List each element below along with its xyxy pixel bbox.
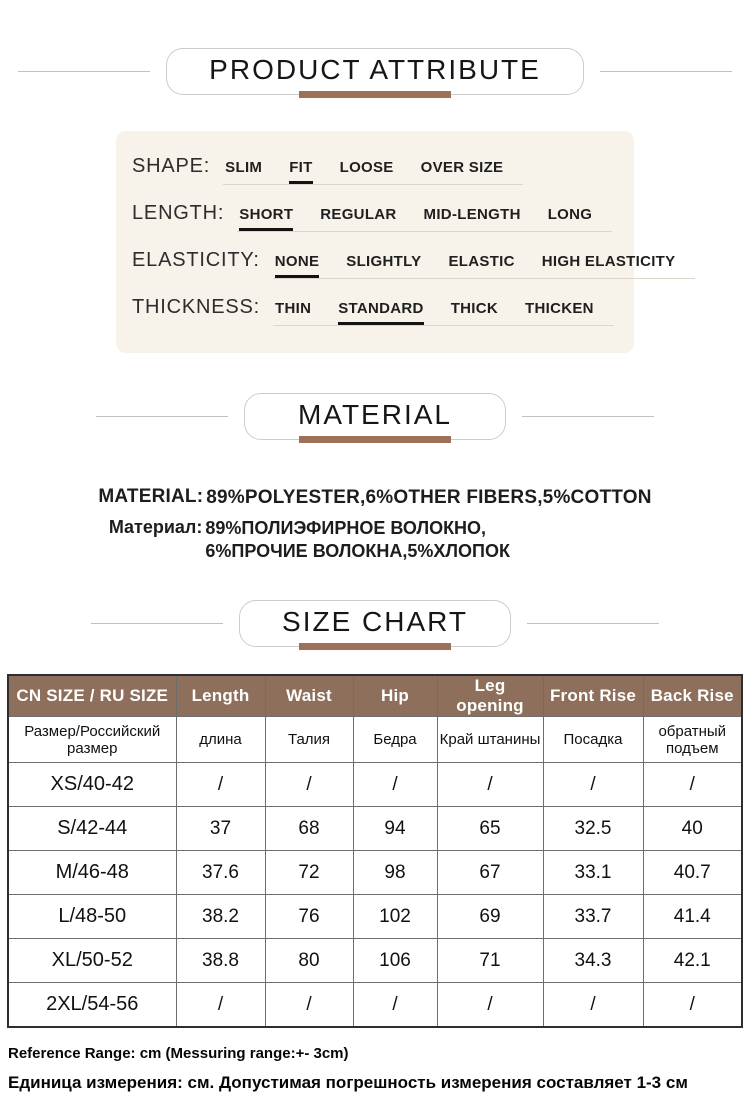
reference-note-ru: Единица измерения: см. Допустимая погрешность измерения составляет 1-3 см: [8, 1072, 688, 1092]
size-chart-value-cell: /: [353, 763, 437, 807]
size-chart-col-header: Front Rise: [543, 675, 643, 717]
accent-bar: [299, 91, 451, 98]
size-chart-col-header: Waist: [265, 675, 353, 717]
size-chart-value-cell: 33.7: [543, 895, 643, 939]
attribute-option: MID-LENGTH: [423, 206, 521, 223]
size-chart-value-cell: /: [265, 983, 353, 1027]
size-chart-row-l: [8, 895, 742, 939]
material-value-ru: [205, 517, 510, 564]
size-chart-value-cell: 106: [353, 939, 437, 983]
size-chart-value-cell: 72: [265, 851, 353, 895]
size-chart-row-xs: [8, 763, 742, 807]
size-chart-table: [7, 674, 743, 1028]
size-chart-value-cell: /: [643, 763, 742, 807]
attribute-option: OVER SIZE: [420, 159, 504, 176]
material-header: [0, 393, 750, 440]
size-chart-value-cell: 40: [643, 807, 742, 851]
attribute-options: [273, 253, 696, 279]
size-chart-header-row-ru: [8, 717, 742, 763]
size-chart-size-cell: XS/40-42: [8, 763, 176, 807]
accent-bar: [299, 436, 451, 443]
attribute-label: ELASTICITY:: [132, 249, 260, 271]
size-chart-row-m: [8, 851, 742, 895]
attribute-label: THICKNESS:: [132, 296, 261, 318]
size-chart-col-header: Hip: [353, 675, 437, 717]
attribute-option-selected: SHORT: [239, 206, 294, 223]
size-chart-value-cell: 40.7: [643, 851, 742, 895]
size-chart-value-cell: 34.3: [543, 939, 643, 983]
material-composition: [98, 486, 651, 563]
size-chart-value-cell: /: [643, 983, 742, 1027]
attribute-row-thickness: [132, 288, 624, 335]
size-chart-value-cell: /: [437, 763, 543, 807]
size-chart-col-subheader: обратный подъем: [643, 717, 742, 763]
size-chart-value-cell: 37.6: [176, 851, 265, 895]
decorative-line-right: [527, 623, 659, 624]
attribute-label: SHAPE:: [132, 155, 211, 177]
attribute-row-shape: [132, 147, 624, 194]
attribute-option: ELASTIC: [448, 253, 515, 270]
product-attribute-pill: [166, 48, 584, 95]
attribute-options: [223, 159, 523, 185]
material-title: MATERIAL: [298, 399, 452, 430]
attribute-option-selected: STANDARD: [338, 300, 424, 317]
decorative-line-left: [91, 623, 223, 624]
size-chart-col-header: Back Rise: [643, 675, 742, 717]
size-chart-col-subheader: Край штанины: [437, 717, 543, 763]
size-chart-value-cell: 98: [353, 851, 437, 895]
size-chart-value-cell: 94: [353, 807, 437, 851]
reference-note: [8, 1045, 750, 1093]
size-chart-size-cell: 2XL/54-56: [8, 983, 176, 1027]
product-attribute-title: PRODUCT ATTRIBUTE: [209, 54, 541, 85]
material-value-en: 89%POLYESTER,6%OTHER FIBERS,5%COTTON: [206, 487, 652, 508]
size-chart-value-cell: /: [265, 763, 353, 807]
material-pill: [244, 393, 506, 440]
attribute-option: THICKEN: [525, 300, 594, 317]
size-chart-title: SIZE CHART: [282, 606, 468, 638]
material-value-ru-line1: 89%ПОЛИЭФИРНОЕ ВОЛОКНО,: [205, 517, 487, 538]
size-chart-col-subheader: Бедра: [353, 717, 437, 763]
size-chart-row-xl: [8, 939, 742, 983]
size-chart-pill: [239, 600, 511, 647]
attribute-option: SLIGHTLY: [346, 253, 422, 270]
attribute-row-length: [132, 194, 624, 241]
decorative-line-left: [18, 71, 150, 72]
attribute-option: THICK: [450, 300, 499, 317]
size-chart-value-cell: 65: [437, 807, 543, 851]
size-chart-value-cell: 71: [437, 939, 543, 983]
size-chart-value-cell: 41.4: [643, 895, 742, 939]
size-chart-value-cell: 37: [176, 807, 265, 851]
material-line-en: [98, 486, 651, 511]
size-chart-value-cell: 38.2: [176, 895, 265, 939]
size-chart-col-subheader: длина: [176, 717, 265, 763]
accent-bar: [299, 643, 451, 650]
attribute-option: REGULAR: [320, 206, 397, 223]
attribute-option: THIN: [275, 300, 312, 317]
size-chart-value-cell: 42.1: [643, 939, 742, 983]
size-chart-value-cell: 68: [265, 807, 353, 851]
material-value-ru-line2: 6%ПРОЧИЕ ВОЛОКНА,5%ХЛОПОК: [205, 541, 510, 562]
size-chart-row-s: [8, 807, 742, 851]
size-chart-col-header: Length: [176, 675, 265, 717]
size-chart-size-cell: M/46-48: [8, 851, 176, 895]
product-attribute-header: [0, 48, 750, 95]
material-label-ru: Материал:: [108, 516, 203, 537]
attribute-options: [237, 206, 612, 232]
size-chart-size-cell: XL/50-52: [8, 939, 176, 983]
size-chart-value-cell: /: [543, 983, 643, 1027]
decorative-line-left: [96, 416, 228, 417]
decorative-line-right: [600, 71, 732, 72]
reference-note-en: Reference Range: cm (Messuring range:+- 3cm): [8, 1044, 349, 1062]
attribute-box: [116, 131, 676, 353]
size-chart-value-cell: /: [176, 763, 265, 807]
size-chart-header: [0, 600, 750, 647]
attribute-option: SLIM: [225, 159, 263, 176]
size-chart-col-subheader: Посадка: [543, 717, 643, 763]
size-chart-value-cell: 76: [265, 895, 353, 939]
size-chart-value-cell: 69: [437, 895, 543, 939]
size-chart-size-cell: L/48-50: [8, 895, 176, 939]
attribute-row-elasticity: [132, 241, 676, 288]
size-chart-col-header: Leg opening: [437, 675, 543, 717]
size-chart-value-cell: 102: [353, 895, 437, 939]
size-chart-value-cell: 67: [437, 851, 543, 895]
attribute-options: [273, 300, 614, 326]
size-chart-size-cell: S/42-44: [8, 807, 176, 851]
material-line-ru: [98, 517, 651, 564]
size-chart-value-cell: 38.8: [176, 939, 265, 983]
size-chart-col-subheader: Размер/Российский размер: [8, 717, 176, 763]
attribute-label: LENGTH:: [132, 202, 225, 224]
attribute-option: HIGH ELASTICITY: [541, 253, 676, 270]
size-chart-row-2xl: [8, 983, 742, 1027]
size-chart-header-row-en: [8, 675, 742, 717]
size-chart-value-cell: /: [543, 763, 643, 807]
material-label-en: MATERIAL:: [98, 486, 204, 507]
size-chart-value-cell: 32.5: [543, 807, 643, 851]
size-chart-col-subheader: Талия: [265, 717, 353, 763]
decorative-line-right: [522, 416, 654, 417]
attribute-option-selected: NONE: [274, 253, 320, 270]
size-chart-col-header: CN SIZE / RU SIZE: [8, 675, 176, 717]
size-chart-value-cell: /: [353, 983, 437, 1027]
size-chart-value-cell: /: [176, 983, 265, 1027]
size-chart-value-cell: 33.1: [543, 851, 643, 895]
size-chart-value-cell: /: [437, 983, 543, 1027]
attribute-option: LOOSE: [339, 159, 394, 176]
size-chart-value-cell: 80: [265, 939, 353, 983]
attribute-option: LONG: [547, 206, 593, 223]
attribute-option-selected: FIT: [289, 159, 313, 176]
